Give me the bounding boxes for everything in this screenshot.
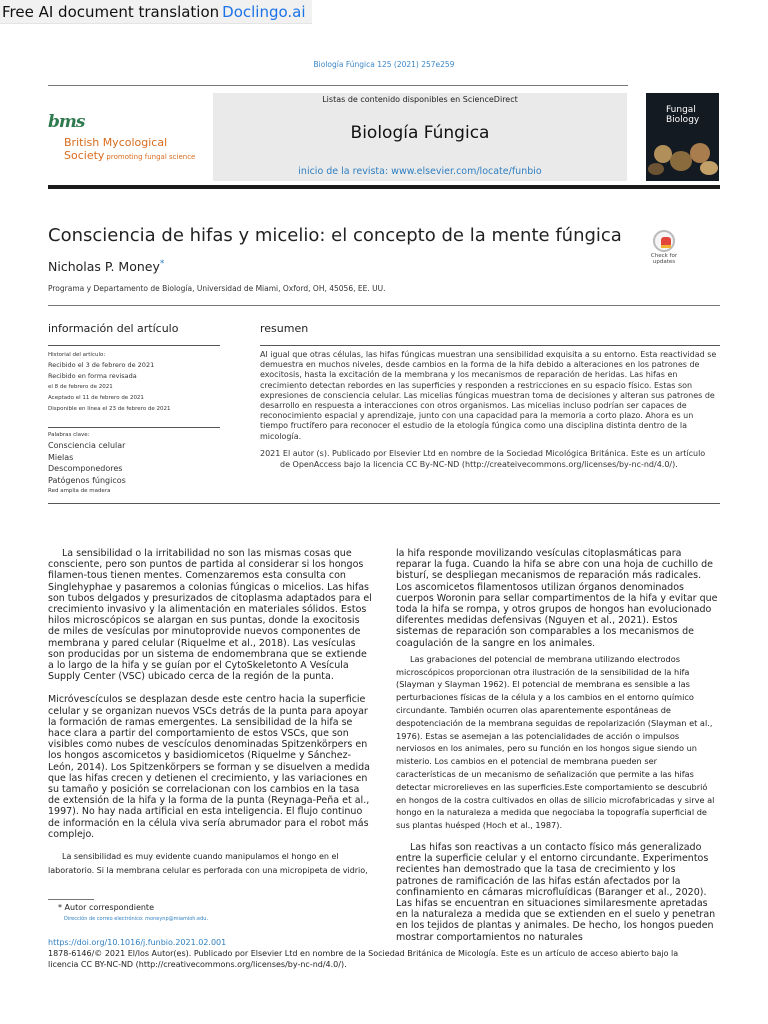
history-label: Historial del artículo: <box>48 352 106 358</box>
abstract-heading: resumen <box>260 322 309 335</box>
keywords-rule <box>48 427 220 428</box>
body-paragraph: Micróvescículos se desplazan desde este centro hacia la superficie celular y se organizan nuevos VSCs detrás de la punta para apoyar la formación de ramas emergentes. La sensibilidad de la hifa se hace clara a partir del comportamiento de estos VSCs, que son visibles como nubes de vescículos denominadas Spitzenkörpers en los hongos ascomicetos y basidiomicetos (Riquelme y Sánchez-León, 2014). Los Spitzenkörpers se forman y se disuelven a medida que las hifas crecen y detienen el crecimiento, y las variaciones en su tamaño y posición se correlacionan con los cambios en la tasa de extensión de la hifa y la forma de la punta (Reynaga-Peña et al., 1997). No hay nada artificial en esta inteligencia. El flujo continuo de información en la célula viva sería abrumador para el robot más complejo. <box>48 694 370 840</box>
article-title: Consciencia de hifas y micelio: el concepto de la mente fúngica <box>48 225 622 246</box>
abstract-bottom-rule <box>48 503 720 504</box>
header-rule <box>48 85 628 86</box>
author-affiliation: Programa y Departamento de Biología, Universidad de Miami, Oxford, OH, 45056, EE. UU. <box>48 284 386 293</box>
journal-homepage-link[interactable]: inicio de la revista: www.elsevier.com/locate/funbio <box>298 166 542 177</box>
history-accepted: Aceptado el 11 de febrero de 2021 <box>48 395 144 401</box>
doi-link[interactable]: https://doi.org/10.1016/j.funbio.2021.02.001 <box>48 938 227 947</box>
cover-title: Fungal Biology <box>666 105 700 125</box>
crossmark-label: Check for updates <box>650 253 678 265</box>
history-online: Disponible en línea el 23 de febrero de 2021 <box>48 406 171 412</box>
body-paragraph: Las grabaciones del potencial de membrana utilizando electrodos microscópicos proporcionan otra ilustración de la sensibilidad de la hifa (Slayman y Slayman 1962). El potencial de membrana es sensible a las perturbaciones físicas de la célula y a los cambios en el entorno químico circundante. También ocurren olas aparentemente espontáneas de despotenciación de la membrana seguidas de repolarización (Slayman et al., 1976). Estas se asemejan a las potencialidades de acción o impulsos nerviosos en los animales, pero su función en los hongos sigue siendo un misterio. Los cambios en el potencial de membrana pueden ser características de un mecanismo de señalización que permite a las hifas detectar microrelieves en las superficies.Este comportamiento se descubrió en hongos de la costra cultivados en ollas de silicio microfabricadas y sirve al hongo en la naturaleza a medida que negociaba la topografía superficial de sus plantas huésped (Hoch et al., 1987). <box>396 653 715 831</box>
keyword: Descomponedores <box>48 464 123 473</box>
keyword: Consciencia celular <box>48 441 126 450</box>
author-name: Nicholas P. Money* <box>48 259 165 275</box>
bms-name-line2: Society <box>64 149 105 162</box>
keyword: Red amplia de madera <box>48 488 111 494</box>
journal-header-box <box>213 93 627 181</box>
keywords-label: Palabras clave: <box>48 432 90 438</box>
crossmark-icon <box>653 230 675 252</box>
author-email-link[interactable]: Dirección de correo electrónico: moneynp@miamioh.edu. <box>64 916 209 922</box>
body-paragraph: la hifa responde movilizando vesículas citoplasmáticas para reparar la fuga. Cuando la hifa se abre con una hoja de cuchillo de bisturí, se despliegan mecanismos de reparación más radicales. Los ascomicetos filamentosos utilizan órganos denominados cuerpos Woronin para sellar compartimentos de la hifa y evitar que toda la hifa se rompa, y otros grupos de hongos han evolucionado diferentes medidas defensivas (Nguyen et al., 2021). Estos sistemas de reparación son comparables a los mecanismos de coagulación de la sangre en los animales. <box>396 548 718 649</box>
article-info-rule <box>48 345 220 346</box>
body-paragraph: Las hifas son reactivas a un contacto físico más generalizado entre la superficie celular y el entorno circundante. Experimentos recientes han demostrado que la tasa de crecimiento y los patrones de ramificación de las hifas están afectados por la confinamiento en cámaras microfluídicas (Baranger et al., 2020). Las hifas se encuentran en situaciones similaresmente apretadas en la naturaleza a medida que se extienden en el suelo y penetran en los tejidos de plantas y animales. De hecho, los hongos pueden mostrar comportamientos no naturales <box>396 841 716 943</box>
abstract-text: Al igual que otras células, las hifas fúngicas muestran una sensibilidad exquisita a su entorno. Esta reactividad se demuestra en muchos niveles, desde cambios en la forma de la hifa debido a alteraciones en los patrones de exocitosis, hasta la excitación de la membrana y los mecanismos de reparación de heridas. Las hifas en crecimiento detectan rebordes en las superficies y responden a restricciones en su espacio físico. Estas son expresiones de consciencia celular. Las micelias fúngicas muestran toma de decisiones y alteran sus patrones de desarrollo en respuesta a interacciones con otros organismos. Las micelias incluso podrían ser capaces de reconocimiento espacial y aprendizaje, junto con una capacidad para la memoria a corto plazo. Ahora es un tiempo fructífero para reconocer el estudio de la etología fúngica como una disciplina distinta dentro de la micología. <box>260 350 717 441</box>
abstract-license: 2021 El autor (s). Publicado por Elsevier Ltd en nombre de la Sociedad Micológica Británica. Este es un artículo de OpenAccess bajo la licencia CC By-NC-ND (http://createivecommons.org/licenses/by-nc-nd/4.0/). <box>260 449 706 469</box>
body-column-right <box>396 548 718 943</box>
journal-title: Biología Fúngica <box>350 123 490 143</box>
body-paragraph: La sensibilidad o la irritabilidad no son las mismas cosas que consciente, pero son puntos de partida al considerar si los hongos filamen-tous tienen mentes. Comenzaremos esta consulta con Singlehyphae y pasaremos a colonias fúngicas o micelios. Las hifas son tubos delgados y presurizados de citoplasma adaptados para el crecimiento invasivo y la alimentación en materiales sólidos. Estos hilos microscópicos se alargan en sus puntas, donde la exocitosis de miles de vesículas por minutoprovide nuevos componentes de membrana y pared celular (Riquelme et al., 2018). Las vesículas son producidas por un sistema de endomembrana que se extiende a lo largo de la hifa y se guían por el CytoSkeletonto A Vesícula Supply Center (VSC) ubicado cerca de la región de la punta. <box>48 548 372 683</box>
cover-mushroom-shape <box>670 151 692 171</box>
banner-prefix: Free AI document translation <box>2 2 220 21</box>
copyright-notice: 1878-6146/© 2021 El/los Autor(es). Publicado por Elsevier Ltd en nombre de la Sociedad Británica de Micología. Este es un artículo de acceso abierto bajo la licencia CC BY-NC-ND (http://creativecommons.org/licenses/by-nc-nd/4.0/). <box>48 949 679 970</box>
body-paragraph: La sensibilidad es muy evidente cuando manipulamos el hongo en el laboratorio. Si la membrana celular es perforada con una micropipeta de vidrio, <box>48 852 368 876</box>
article-info-heading: información del artículo <box>48 322 179 335</box>
keyword: Mielas <box>48 452 74 462</box>
header-thick-rule <box>48 185 720 189</box>
corresponding-author-note: * Autor correspondiente <box>58 903 154 912</box>
translation-banner[interactable] <box>0 0 312 24</box>
article-history <box>48 351 220 415</box>
cover-mushroom-shape <box>690 143 710 163</box>
check-for-updates-badge[interactable] <box>644 228 684 266</box>
banner-brand-link[interactable]: Doclingo.ai <box>222 2 306 21</box>
keyword: Patógenos fúngicos <box>48 475 126 485</box>
abstract-rule <box>260 345 720 346</box>
cover-mushroom-shape <box>700 161 718 175</box>
bms-tagline: promoting fungal science <box>106 153 196 161</box>
contents-available: Listas de contenido disponibles en ScienceDirect <box>322 95 518 104</box>
keywords <box>48 431 220 498</box>
journal-citation[interactable]: Biología Fúngica 125 (2021) 257e259 <box>313 60 455 69</box>
bms-name-line1: British Mycological <box>64 136 168 149</box>
author-footnote-link[interactable]: * <box>159 259 165 269</box>
bms-mark: bms <box>48 112 85 132</box>
history-revised-label: Recibido en forma revisada <box>48 372 137 380</box>
footnote-rule <box>48 899 94 900</box>
history-received: Recibido el 3 de febrero de 2021 <box>48 361 155 369</box>
history-revised-date: el 8 de febrero de 2021 <box>48 384 113 390</box>
cover-mushroom-shape <box>648 163 664 175</box>
journal-cover-image <box>646 93 719 181</box>
body-column-left <box>48 548 373 878</box>
publisher-logo <box>48 112 208 162</box>
section-rule <box>48 305 720 306</box>
